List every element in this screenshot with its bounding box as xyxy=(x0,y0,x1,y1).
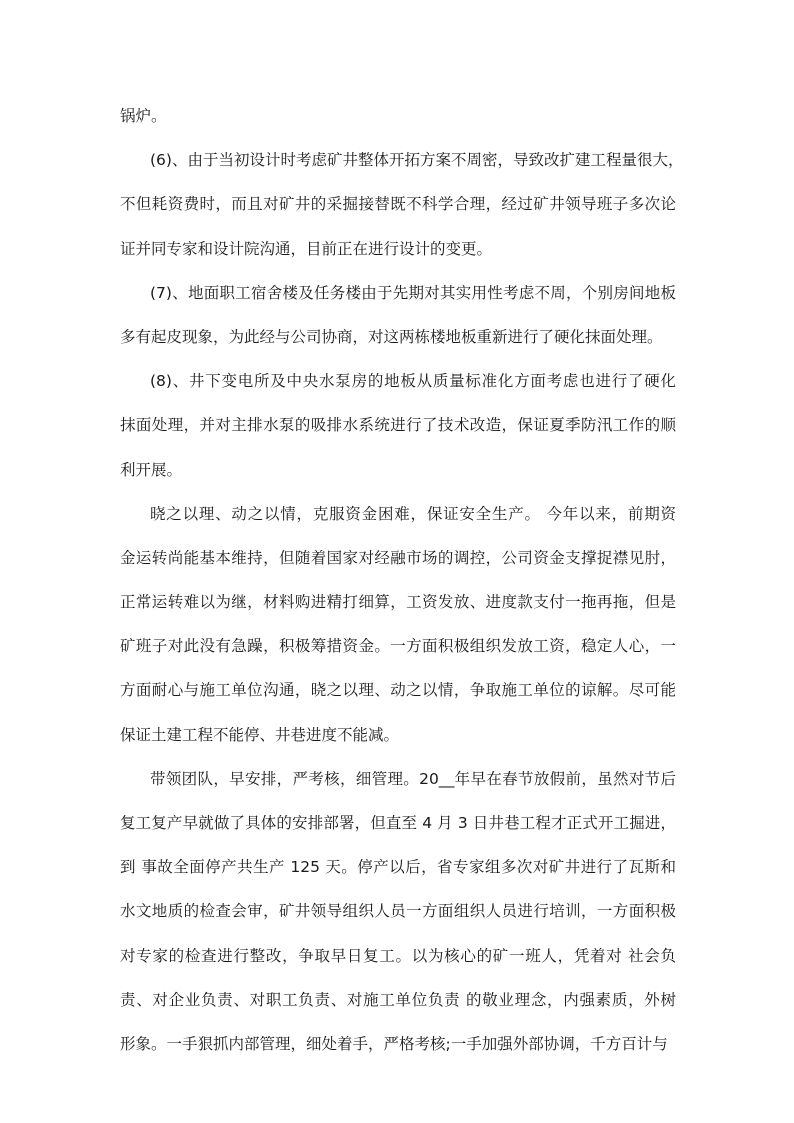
paragraph-p-boiler-tail xyxy=(120,100,676,144)
text-line: 水文地质的检查会审，矿井领导组织人员一方面组织人员进行培训，一方面积极 xyxy=(120,902,676,921)
text-line: 复工复产早就做了具体的安排部署，但直至 4 月 3 日井巷工程才正式开工掘进， xyxy=(120,814,676,832)
text-line: 证并同专家和设计院沟通，目前正在进行设计的变更。 xyxy=(120,239,493,258)
document-body xyxy=(120,100,684,1072)
text-line: 锅炉。 xyxy=(120,107,167,125)
paragraph-p-team xyxy=(120,763,676,1072)
text-line: 到 事故全面停产共生产 125 天。停产以后，省专家组多次对矿井进行了瓦斯和 xyxy=(120,858,676,877)
text-line: (7)、地面职工宿舍楼及任务楼由于先期对其实用性考虑不周，个别房间地板 xyxy=(150,283,676,302)
text-line: 带领团队，早安排，严考核，细管理。20__年早在春节放假前，虽然对节后 xyxy=(150,769,676,788)
paragraph-p-8-substation xyxy=(120,365,676,498)
text-line: 正常运转难以为继，材料购进精打细算，工资发放、进度款支付一拖再拖，但是 xyxy=(120,593,676,612)
paragraph-p-7-dormitory xyxy=(120,277,676,365)
paragraph-p-funding xyxy=(120,498,676,763)
text-line: 方面耐心与施工单位沟通，晓之以理、动之以情，争取施工单位的谅解。尽可能 xyxy=(120,681,676,700)
text-line: 保证土建工程不能停、井巷进度不能减。 xyxy=(120,725,400,744)
text-line: 不但耗资费时，而且对矿井的采掘接替既不科学合理，经过矿井领导班子多次论 xyxy=(120,195,676,214)
text-line: 形象。一手狠抓内部管理，细处着手，严格考核;一手加强外部协调，千方百计与 xyxy=(120,1034,668,1053)
text-line: (6)、由于当初设计时考虑矿井整体开拓方案不周密，导致改扩建工程量很大， xyxy=(150,151,684,170)
text-line: 金运转尚能基本维持，但随着国家对经融市场的调控，公司资金支撑捉襟见肘， xyxy=(120,548,676,567)
text-line: 责、对企业负责、对职工负责、对施工单位负责 的敬业理念，内强素质，外树 xyxy=(120,990,676,1009)
text-line: 多有起皮现象，为此经与公司协商，对这两栋楼地板重新进行了硬化抹面处理。 xyxy=(120,327,663,346)
text-line: 利开展。 xyxy=(120,460,183,479)
text-line: 抹面处理，并对主排水泵的吸排水系统进行了技术改造，保证夏季防汛工作的顺 xyxy=(120,416,676,435)
text-line: 晓之以理、动之以情，克服资金困难，保证安全生产。 今年以来，前期资 xyxy=(150,504,676,523)
text-line: 对专家的检查进行整改，争取早日复工。以为核心的矿一班人，凭着对 社会负 xyxy=(120,946,676,965)
text-line: (8)、井下变电所及中央水泵房的地板从质量标准化方面考虑也进行了硬化 xyxy=(150,372,676,391)
paragraph-p-6-design xyxy=(120,144,684,277)
text-line: 矿班子对此没有急躁，积极筹措资金。一方面积极组织发放工资，稳定人心，一 xyxy=(120,637,676,656)
